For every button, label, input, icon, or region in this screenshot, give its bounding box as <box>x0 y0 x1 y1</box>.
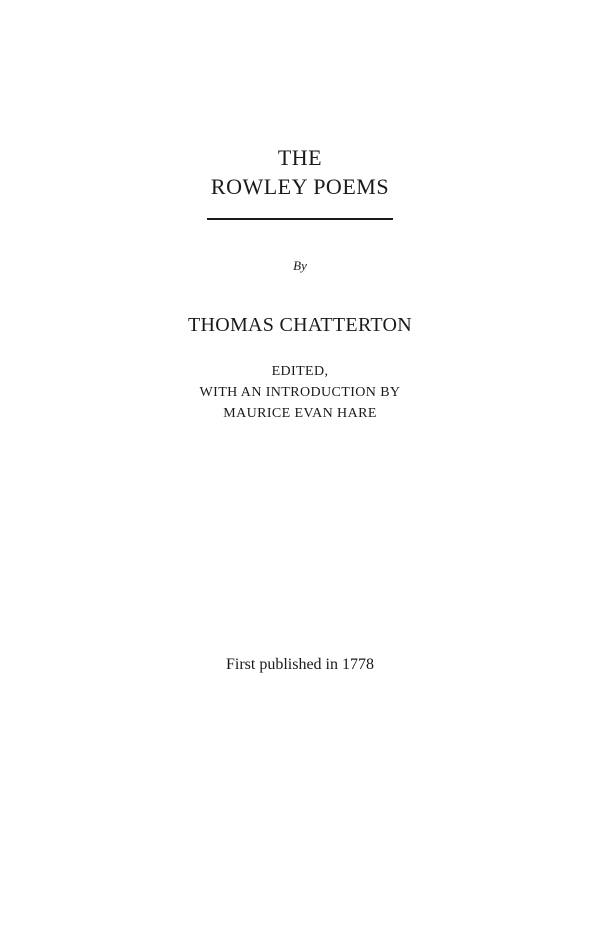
editor-line-1: EDITED, <box>271 364 329 379</box>
byline: By <box>293 258 307 273</box>
editor-name: MAURICE EVAN HARE <box>223 406 377 421</box>
publication-note: First published in 1778 <box>225 656 374 673</box>
author-name: THOMAS CHATTERTON <box>187 314 413 336</box>
editor-line-2: WITH AN INTRODUCTION BY <box>199 385 401 400</box>
book-title-line-2: ROWLEY POEMS <box>210 174 390 199</box>
book-title-line-1: THE <box>277 145 323 170</box>
title-rule-divider <box>207 218 393 220</box>
